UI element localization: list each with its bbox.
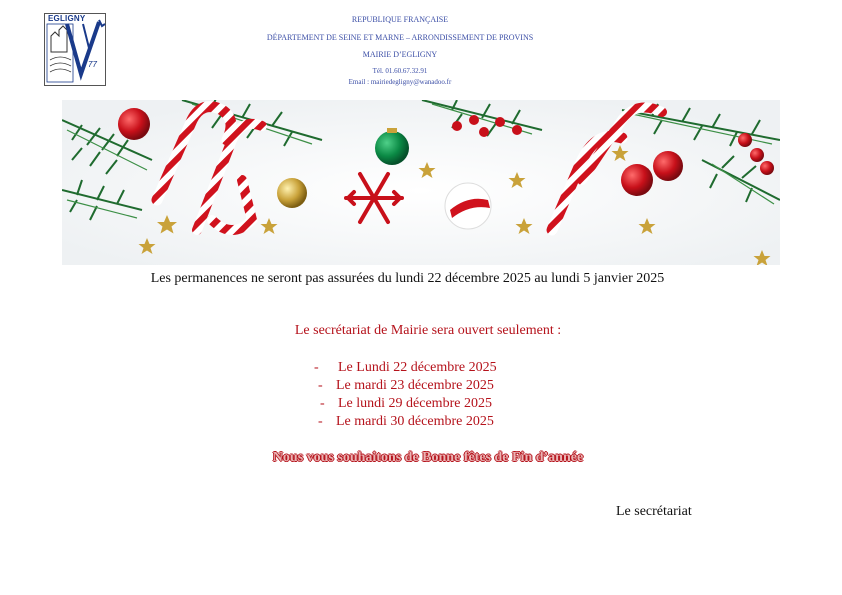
header-email: Email : mairiedegligny@wanadoo.fr bbox=[348, 78, 452, 86]
list-item bbox=[300, 396, 550, 414]
list-item-text: Le mardi 23 décembre 2025 bbox=[336, 378, 494, 393]
holiday-wishes: Nous vous souhaitons de Bonne fêtes de Fin d’année bbox=[272, 450, 584, 465]
header-republic: REPUBLIQUE FRANÇAISE bbox=[351, 15, 449, 24]
list-item-text: Le Lundi 22 décembre 2025 bbox=[338, 360, 497, 375]
signature: Le secrétariat bbox=[616, 504, 692, 519]
header-department: DÉPARTEMENT DE SEINE ET MARNE – ARRONDISSEMENT DE PROVINS bbox=[266, 33, 534, 42]
list-item bbox=[300, 414, 550, 432]
coat-of-arms-icon bbox=[45, 14, 107, 87]
list-bullet: - bbox=[318, 378, 323, 393]
christmas-banner-image bbox=[62, 100, 780, 265]
logo-title: EGLIGNY bbox=[48, 14, 86, 23]
list-bullet: - bbox=[314, 360, 319, 375]
closure-notice: Les permanences ne seront pas assurées du lundi 22 décembre 2025 au lundi 5 janvier 2025 bbox=[150, 271, 665, 286]
list-item bbox=[300, 378, 550, 396]
list-item bbox=[300, 360, 550, 378]
opening-dates-list bbox=[300, 360, 550, 432]
header-mairie: MAIRIE D’EGLIGNY bbox=[362, 50, 438, 59]
list-item-text: Le mardi 30 décembre 2025 bbox=[336, 414, 494, 429]
list-bullet: - bbox=[318, 414, 323, 429]
town-logo bbox=[44, 13, 106, 86]
header-phone: Tél. 01.60.67.32.91 bbox=[372, 67, 428, 75]
list-item-text: Le lundi 29 décembre 2025 bbox=[338, 396, 492, 411]
opening-intro: Le secrétariat de Mairie sera ouvert seulement : bbox=[294, 323, 562, 338]
logo-department-number: 77 bbox=[88, 60, 97, 69]
list-bullet: - bbox=[320, 396, 325, 411]
